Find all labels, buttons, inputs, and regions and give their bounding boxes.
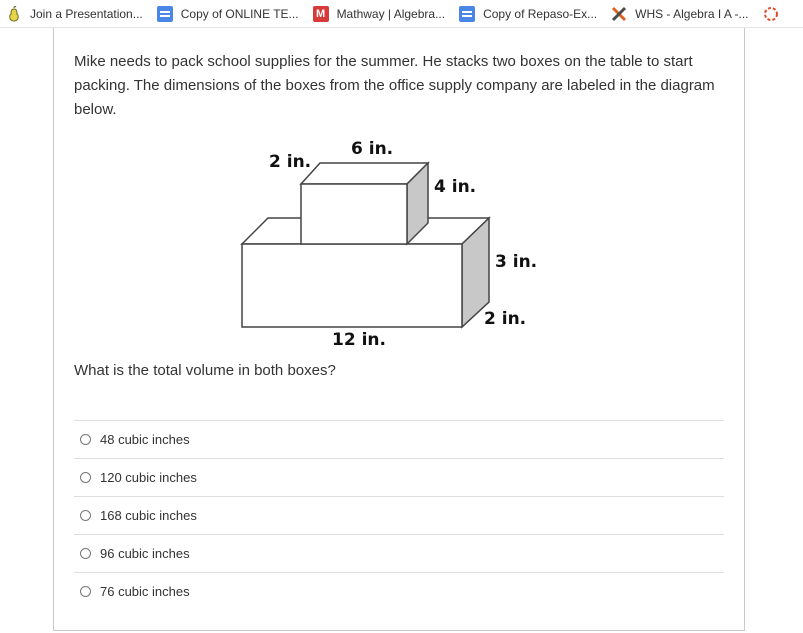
- small-box-depth-label: 2 in.: [269, 152, 312, 172]
- bookmarks-bar: [0, 0, 803, 28]
- choice-option[interactable]: [74, 420, 724, 458]
- choice-option[interactable]: [74, 496, 724, 534]
- large-box-front: [242, 244, 462, 327]
- question-text: Mike needs to pack school supplies for the summer. He stacks two boxes on the table to start packing. The dimensions of the boxes from the office supply company are labeled in the diagram below.: [74, 53, 715, 118]
- small-box-length-label: 6 in.: [351, 139, 394, 159]
- choice-option[interactable]: [74, 534, 724, 572]
- bookmark-label: Mathway | Algebra...: [336, 6, 446, 21]
- large-box-height-label: 3 in.: [495, 252, 538, 272]
- radio-button[interactable]: [80, 434, 91, 445]
- pear-icon: [6, 6, 22, 22]
- choice-option[interactable]: [74, 458, 724, 496]
- radio-button[interactable]: [80, 472, 91, 483]
- doc-icon: [459, 6, 475, 22]
- small-box-height-label: 4 in.: [434, 177, 477, 197]
- choice-label: 48 cubic inches: [100, 432, 190, 447]
- choice-label: 96 cubic inches: [100, 546, 190, 561]
- radio-button[interactable]: [80, 510, 91, 521]
- small-box-front: [301, 184, 407, 244]
- question-prompt: What is the total volume in both boxes?: [74, 362, 336, 379]
- radio-button[interactable]: [80, 548, 91, 559]
- choice-label: 76 cubic inches: [100, 584, 190, 599]
- bookmark-label: WHS - Algebra I A -...: [635, 6, 749, 21]
- large-box-length-label: 12 in.: [332, 330, 386, 350]
- question-card: [53, 28, 745, 631]
- bookmark-label: Join a Presentation...: [30, 6, 143, 21]
- radio-button[interactable]: [80, 586, 91, 597]
- bookmark-label: Copy of ONLINE TE...: [180, 6, 299, 21]
- bookmark-loading[interactable]: [757, 0, 795, 28]
- bookmark-whs-algebra[interactable]: [605, 0, 756, 28]
- small-box-top: [301, 163, 428, 184]
- choice-label: 120 cubic inches: [100, 470, 197, 485]
- bookmark-copy-repaso[interactable]: [453, 0, 605, 28]
- bookmark-copy-online-te[interactable]: [151, 0, 307, 28]
- choice-label: 168 cubic inches: [100, 508, 197, 523]
- choice-option[interactable]: [74, 572, 724, 610]
- bookmark-mathway[interactable]: [307, 0, 454, 28]
- bookmark-join-presentation[interactable]: [0, 0, 151, 28]
- answer-choices: [74, 420, 724, 610]
- x-logo-icon: [611, 6, 627, 22]
- mathway-icon: M: [313, 6, 329, 22]
- bookmark-label: Copy of Repaso-Ex...: [483, 6, 598, 21]
- boxes-diagram: [234, 132, 554, 354]
- loading-icon: [763, 6, 779, 22]
- doc-icon: [157, 6, 173, 22]
- large-box-depth-label: 2 in.: [484, 309, 527, 329]
